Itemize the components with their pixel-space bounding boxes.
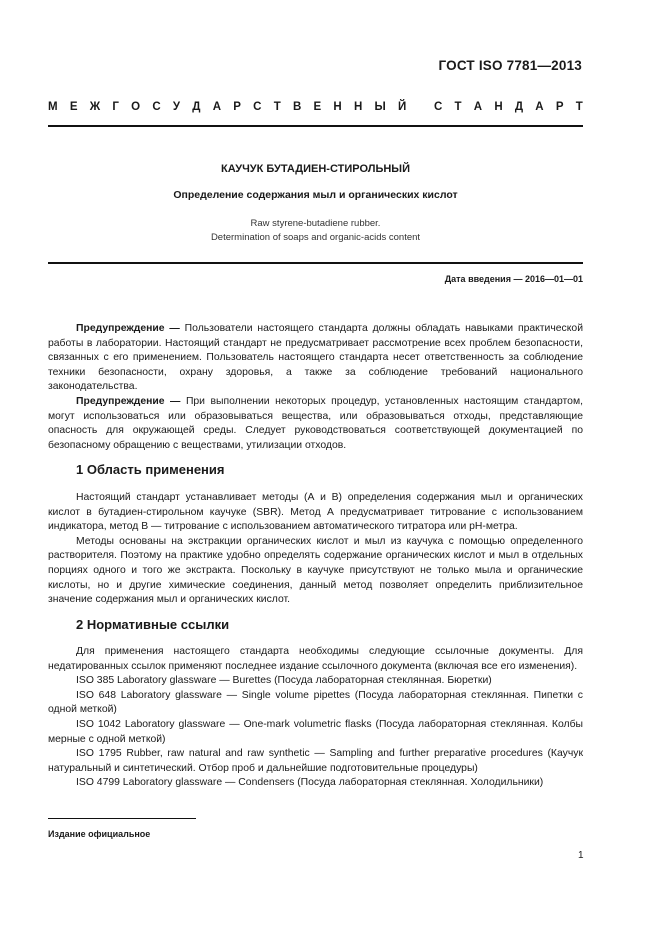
- banner-letter: Й: [398, 101, 407, 113]
- section-1-body: [48, 491, 583, 608]
- reference-item: ISO 648 Laboratory glassware — Single volume pipettes (Посуда лабораторная стеклянная. Пипетки с одной меткой): [48, 689, 583, 716]
- banner-letter: А: [473, 101, 483, 113]
- standard-code: ГОСТ ISO 7781—2013: [438, 58, 582, 73]
- banner-letter: Е: [69, 101, 78, 113]
- edition-note: Издание официальное: [48, 829, 151, 839]
- banner-letter: Р: [555, 101, 564, 113]
- banner-letter: Н: [494, 101, 503, 113]
- reference-item: ISO 1042 Laboratory glassware — One-mark volumetric flasks (Посуда лабораторная стеклянная. Колбы мерные с одной меткой): [48, 718, 583, 745]
- banner-letter: О: [131, 101, 141, 113]
- warning-paragraph: [48, 395, 583, 453]
- banner-letter: Т: [273, 101, 281, 113]
- banner-letter: [419, 101, 422, 113]
- english-title-line-1: Raw styrene-butadiene rubber.: [250, 218, 381, 229]
- banner-letter: Д: [192, 101, 201, 113]
- document-subtitle: Определение содержания мыл и органических кислот: [173, 189, 458, 201]
- section-paragraph: Методы основаны на экстракции органических кислот и мыл из каучука с помощью определенного растворителя. Поэтому на практике удобно определять содержание органических кислот и мыл в отдельных порциях одного и того же экстракта. Поскольку в каучуке присутствуют не только мыла и органические кислоты, но и другие химические соединения, данный метод позволяет определить приблизительное значение содержания мыл и органических кислот.: [48, 535, 583, 606]
- banner-letter: Ж: [89, 101, 101, 113]
- banner-letter: Д: [514, 101, 524, 113]
- banner-letter: А: [535, 101, 544, 113]
- section-paragraph: Для применения настоящего стандарта необходимы следующие ссылочные документы. Для недатированных ссылок применяют последнее издание ссылочного документа (включая все его изменения).: [48, 646, 583, 672]
- banner-letter: С: [433, 101, 443, 113]
- banner-letter: С: [152, 101, 161, 113]
- warning-lead: Предупреждение —: [76, 395, 181, 407]
- banner-letter: Р: [233, 101, 241, 113]
- banner-letter: У: [172, 101, 181, 113]
- banner-letter: Е: [313, 101, 322, 113]
- warning-paragraph: [48, 322, 583, 395]
- english-title-line-2: Determination of soaps and organic-acids content: [210, 232, 421, 243]
- warning-text: При выполнении некоторых процедур, установленных настоящим стандартом, могут использоваться или образовываться вещества, или образовываться отходы, представляющие опасность для окружающей среды. Следует руководствоваться соответствующей документацией по безопасному обращению с веществами, утилизации отходов.: [48, 395, 583, 451]
- section-paragraph: Настоящий стандарт устанавливает методы (А и В) определения содержания мыл и органических кислот в бутадиен-стирольном каучуке (SBR). Метод А предусматривает титрование с использованием индикатора, метод В — титрование с использованием автоматического титратора или pH-метра.: [48, 492, 583, 533]
- reference-item: ISO 1795 Rubber, raw natural and raw synthetic — Sampling and further preparative procedures (Каучук натуральный и синтетический. Отбор проб и дальнейшие подготовительные процедуры): [48, 748, 583, 774]
- banner-letter: А: [212, 101, 222, 113]
- banner-letter: Г: [112, 101, 119, 113]
- reference-item: ISO 385 Laboratory glassware — Burettes (Посуда лабораторная стеклянная. Бюретки): [76, 675, 492, 687]
- section-2-heading: 2 Нормативные ссылки: [76, 617, 230, 632]
- title-divider: [48, 262, 583, 264]
- introduction-date: Дата введения — 2016—01—01: [444, 274, 583, 284]
- top-divider: [48, 125, 583, 127]
- banner-letter: Ы: [374, 101, 386, 113]
- footer-divider: [48, 818, 196, 819]
- warnings-block: [48, 322, 583, 453]
- section-2-body: [48, 645, 583, 791]
- section-1-heading: 1 Область применения: [76, 462, 225, 477]
- banner-letter: Т: [575, 101, 583, 113]
- warning-lead: Предупреждение —: [76, 323, 180, 334]
- interstate-standard-banner: [48, 101, 583, 113]
- banner-letter: С: [253, 101, 262, 113]
- banner-letter: Н: [333, 101, 342, 113]
- banner-letter: Т: [454, 101, 462, 113]
- banner-letter: Н: [353, 101, 363, 113]
- warning-text: Пользователи настоящего стандарта должны обладать навыками практической работы в лаборатории. Настоящий стандарт не предусматривает рассмотрение всех проблем безопасности, связанных с его применением. Пользователь настоящего стандарта несет ответственность за соблюдение техники безопасности, охрану здоровья, а также за соблюдение требований национального законодательства.: [48, 323, 583, 393]
- banner-letter: В: [292, 101, 302, 113]
- page-number: 1: [578, 850, 584, 861]
- reference-item: ISO 4799 Laboratory glassware — Condensers (Посуда лабораторная стеклянная. Холодильники): [76, 777, 544, 789]
- document-title: КАУЧУК БУТАДИЕН-СТИРОЛЬНЫЙ: [221, 163, 410, 175]
- english-title: [48, 217, 583, 245]
- banner-letter: М: [48, 101, 58, 113]
